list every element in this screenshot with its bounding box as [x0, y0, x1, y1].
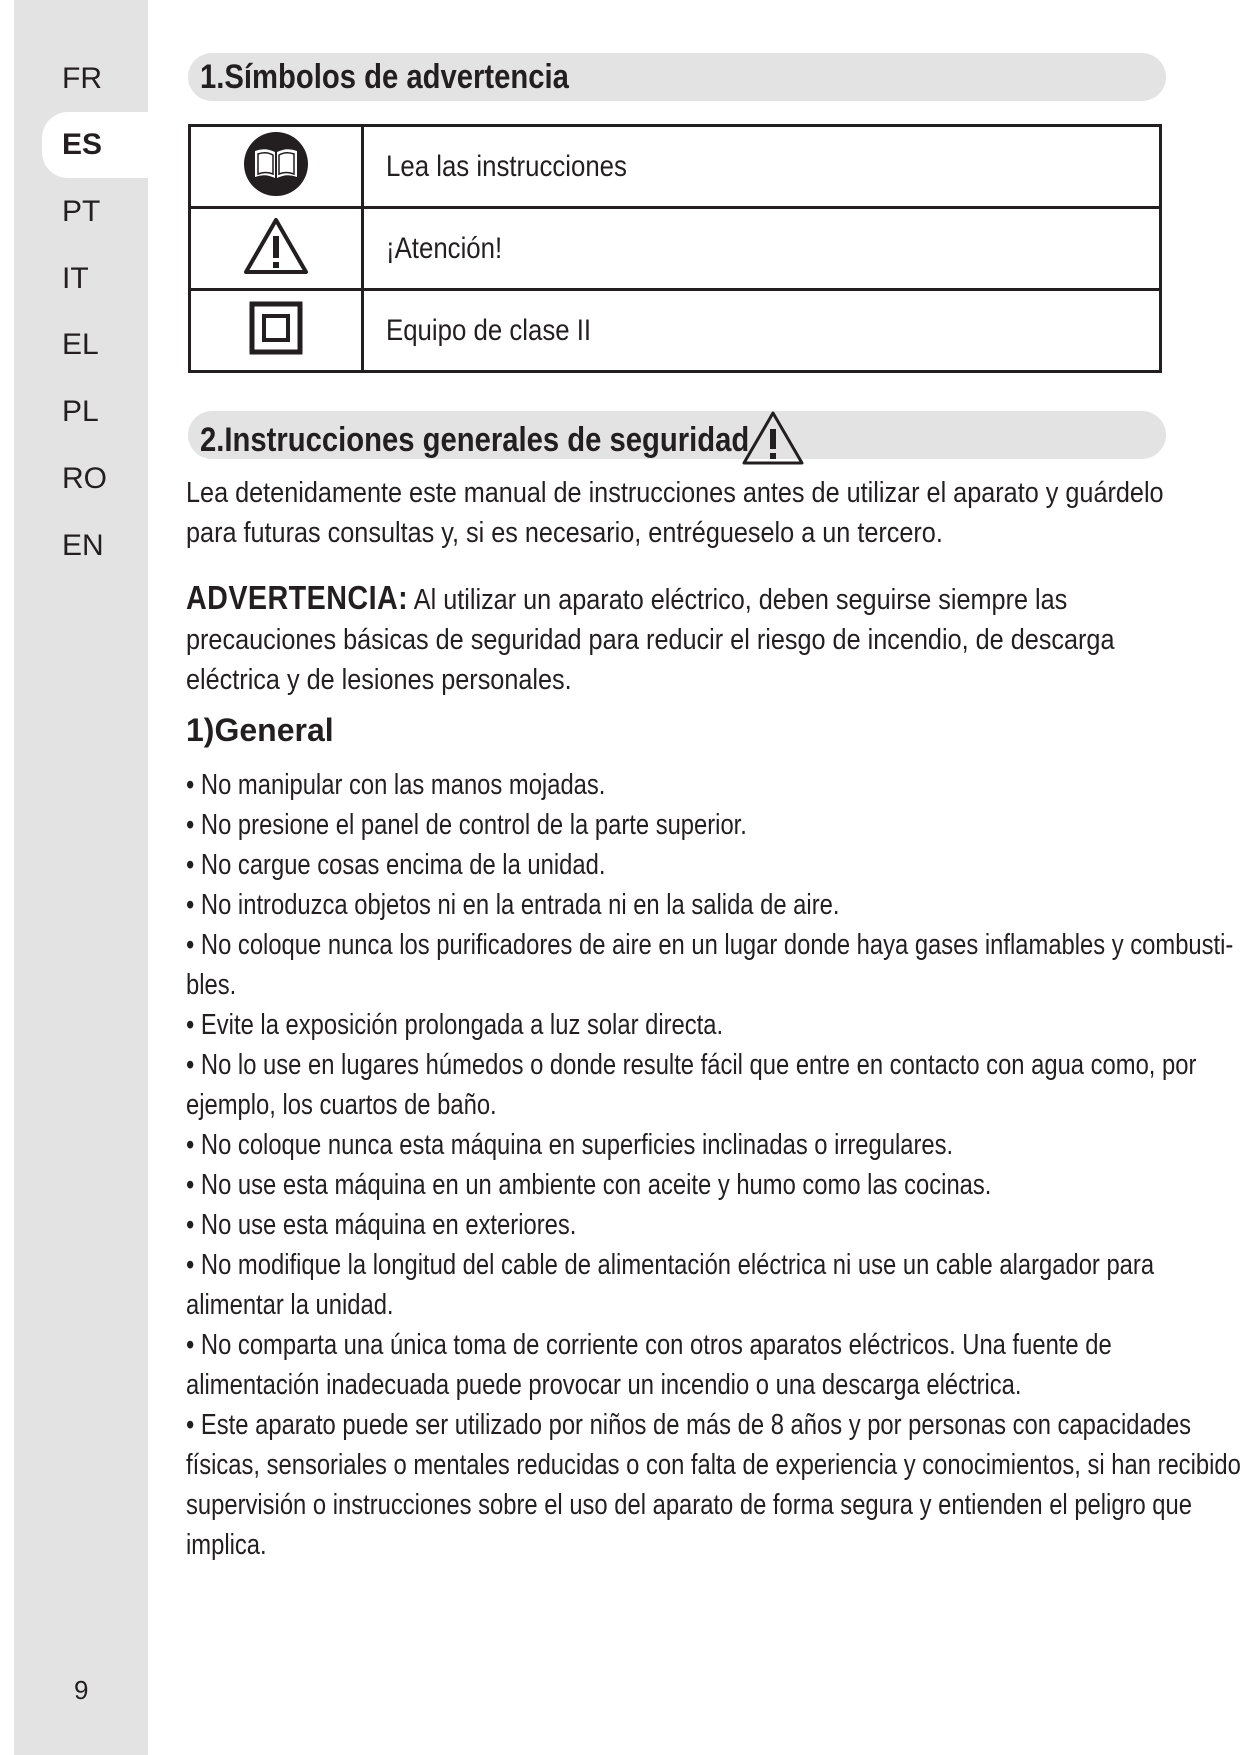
subheading-general: 1)General	[186, 712, 334, 748]
lang-tab-it[interactable]: IT	[62, 262, 89, 295]
safety-bullet-list	[186, 765, 1241, 1565]
symbol-label: Equipo de clase II	[363, 290, 1161, 372]
warning-label: ADVERTENCIA:	[186, 579, 409, 616]
lang-tab-el[interactable]: EL	[62, 328, 99, 361]
intro-paragraph: Lea detenidamente este manual de instrucciones antes de utilizar el aparato y guárdelo para futuras consultas y, si es necesario, entrégueselo a un tercero.	[186, 477, 1164, 549]
list-item: • No coloque nunca esta máquina en superficies inclinadas o irregulares.	[186, 1129, 954, 1161]
warning-triangle-icon	[190, 208, 363, 290]
list-item: • No lo use en lugares húmedos o donde resulte fácil que entre en contacto con agua como, por ejemplo, los cuartos de baño.	[186, 1049, 1197, 1121]
symbol-label: ¡Atención!	[363, 208, 1161, 290]
list-item: • No modifique la longitud del cable de alimentación eléctrica ni use un cable alargador para alimentar la unidad.	[186, 1249, 1155, 1321]
list-item: • Evite la exposición prolongada a luz solar directa.	[186, 1009, 724, 1041]
list-item: • No use esta máquina en un ambiente con aceite y humo como las cocinas.	[186, 1169, 992, 1201]
lang-tab-fr[interactable]: FR	[62, 62, 102, 95]
lang-tab-pl[interactable]: PL	[62, 395, 99, 428]
list-item: • No manipular con las manos mojadas.	[186, 769, 606, 801]
list-item: • No use esta máquina en exteriores.	[186, 1209, 577, 1241]
warning-triangle-icon	[740, 409, 806, 467]
class-ii-equipment-icon	[190, 290, 363, 372]
lang-tab-pt[interactable]: PT	[62, 195, 101, 228]
lang-tab-ro[interactable]: RO	[62, 462, 107, 495]
manual-book-icon	[190, 126, 363, 208]
table-row	[190, 290, 1161, 372]
list-item: • No presione el panel de control de la parte superior.	[186, 809, 747, 841]
list-item: • No comparta una única toma de corriente con otros aparatos eléctricos. Una fuente de alimentación inadecuada puede provocar un incendio o una descarga eléctrica.	[186, 1329, 1112, 1401]
lang-tab-es[interactable]: ES	[42, 112, 154, 178]
table-row	[190, 208, 1161, 290]
list-item: • Este aparato puede ser utilizado por niños de más de 8 años y por personas con capacidades físicas, sensoriales o mentales reducidas o con falta de experiencia y conocimientos, si han recibido supervisión o instrucciones sobre el uso del aparato de forma segura y entienden el peligro que implica.	[186, 1409, 1241, 1561]
page-number: 9	[74, 1675, 89, 1705]
list-item: • No introduzca objetos ni en la entrada ni en la salida de aire.	[186, 889, 840, 921]
warning-paragraph: ADVERTENCIA: Al utilizar un aparato eléctrico, deben seguirse siempre las precauciones básicas de seguridad para reducir el riesgo de incendio, de descarga eléctrica y de lesiones personales.	[186, 579, 1115, 696]
section2-title: 2.Instrucciones generales de seguridad	[200, 421, 750, 459]
section1-title: 1.Símbolos de advertencia	[200, 58, 569, 96]
list-item: • No coloque nunca los purificadores de aire en un lugar donde haya gases inflamables y combusti- bles.	[186, 929, 1234, 1001]
list-item: • No cargue cosas encima de la unidad.	[186, 849, 606, 881]
warning-symbols-table	[188, 124, 1162, 373]
table-row	[190, 126, 1161, 208]
symbol-label: Lea las instrucciones	[363, 126, 1161, 208]
lang-tab-en[interactable]: EN	[62, 529, 104, 562]
